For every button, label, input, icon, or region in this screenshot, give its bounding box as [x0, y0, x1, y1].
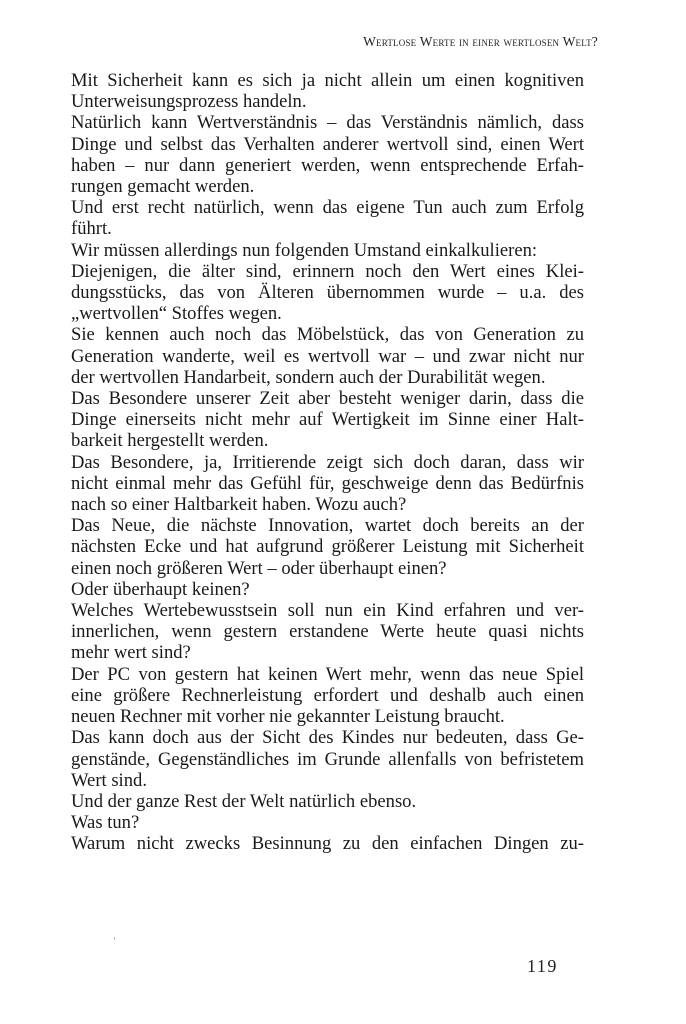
text-line: Wert sind.	[71, 769, 147, 791]
text-line: barkeit hergestellt werden.	[71, 430, 269, 452]
paragraph	[62, 452, 584, 516]
text-line: Natürlich kann Wertverständnis – das Verständnis nämlich, dass	[71, 112, 584, 134]
text-line: Und erst recht natürlich, wenn das eigene Tun auch zum Erfolg	[71, 197, 584, 219]
paragraph	[62, 197, 584, 239]
text-line: führt.	[71, 218, 112, 240]
text-line: rungen gemacht werden.	[71, 176, 255, 198]
text-line: neuen Rechner mit vorher nie gekannter Leistung braucht.	[71, 706, 505, 728]
text-line: einen noch größeren Wert – oder überhaupt einen?	[71, 557, 447, 579]
text-line: Generation wanderte, weil es wertvoll war – und zwar nicht nur	[71, 345, 584, 367]
body-text	[62, 70, 584, 855]
text-line: Der PC von gestern hat keinen Wert mehr, wenn das neue Spiel	[71, 663, 584, 685]
paragraph	[62, 727, 584, 791]
text-line: haben – nur dann generiert werden, wenn entsprechende Erfah-	[71, 154, 584, 176]
text-line: Dinge und selbst das Verhalten anderer wertvoll sind, einen Wert	[71, 133, 584, 155]
paragraph	[62, 833, 584, 854]
text-line: Was tun?	[71, 812, 140, 834]
text-line: der wertvollen Handarbeit, sondern auch der Durabilität wegen.	[71, 366, 546, 388]
page-number: 119	[527, 956, 558, 976]
paragraph	[62, 600, 584, 664]
paragraph	[62, 664, 584, 728]
paragraph	[62, 579, 584, 600]
paragraph	[62, 240, 584, 261]
text-line: Diejenigen, die älter sind, erinnern noch den Wert eines Klei-	[71, 260, 584, 282]
text-line: eine größere Rechnerleistung erfordert und deshalb auch einen	[71, 684, 584, 706]
paragraph	[62, 812, 584, 833]
text-line: Oder überhaupt keinen?	[71, 578, 250, 600]
text-line: Wir müssen allerdings nun folgenden Umstand einkalkulieren:	[71, 239, 538, 261]
scan-artifact	[114, 937, 115, 940]
text-line: Das Besondere unserer Zeit aber besteht weniger darin, dass die	[71, 388, 584, 410]
text-line: Dinge einerseits nicht mehr auf Wertigkeit im Sinne einer Halt-	[71, 409, 584, 431]
text-line: Und der ganze Rest der Welt natürlich ebenso.	[71, 790, 417, 812]
text-line: genstände, Gegenständliches im Grunde allenfalls von befristetem	[71, 748, 584, 770]
running-head: Wertlose Werte in einer wertlosen Welt?	[363, 34, 598, 49]
text-line: dungsstücks, das von Älteren übernommen wurde – u.a. des	[71, 282, 584, 304]
paragraph	[62, 112, 584, 197]
text-line: „wertvollen“ Stoffes wegen.	[71, 303, 282, 325]
text-line: Welches Wertebewusstsein soll nun ein Kind erfahren und ver-	[71, 600, 584, 622]
text-line: Sie kennen auch noch das Möbelstück, das von Generation zu	[71, 324, 584, 346]
text-line: innerlichen, wenn gestern erstandene Werte heute quasi nichts	[71, 621, 584, 643]
text-line: Das Besondere, ja, Irritierende zeigt sich doch daran, dass wir	[71, 451, 584, 473]
text-line: Mit Sicherheit kann es sich ja nicht allein um einen kognitiven	[71, 70, 584, 91]
paragraph	[62, 791, 584, 812]
paragraph	[62, 324, 584, 388]
paragraph	[62, 515, 584, 579]
text-line: Das Neue, die nächste Innovation, wartet doch bereits an der	[71, 515, 584, 537]
text-line: Das kann doch aus der Sicht des Kindes nur bedeuten, dass Ge-	[71, 727, 584, 749]
paragraph	[62, 261, 584, 325]
paragraph	[62, 70, 584, 112]
text-line: nicht einmal mehr das Gefühl für, geschweige denn das Bedürfnis	[71, 472, 584, 494]
text-line: Unterweisungsprozess handeln.	[71, 91, 307, 113]
text-line: mehr wert sind?	[71, 642, 191, 664]
text-line: nach so einer Haltbarkeit haben. Wozu auch?	[71, 494, 407, 516]
text-line: nächsten Ecke und hat aufgrund größerer Leistung mit Sicherheit	[71, 536, 584, 558]
text-line: Warum nicht zwecks Besinnung zu den einfachen Dingen zu-	[71, 833, 584, 855]
paragraph	[62, 388, 584, 452]
